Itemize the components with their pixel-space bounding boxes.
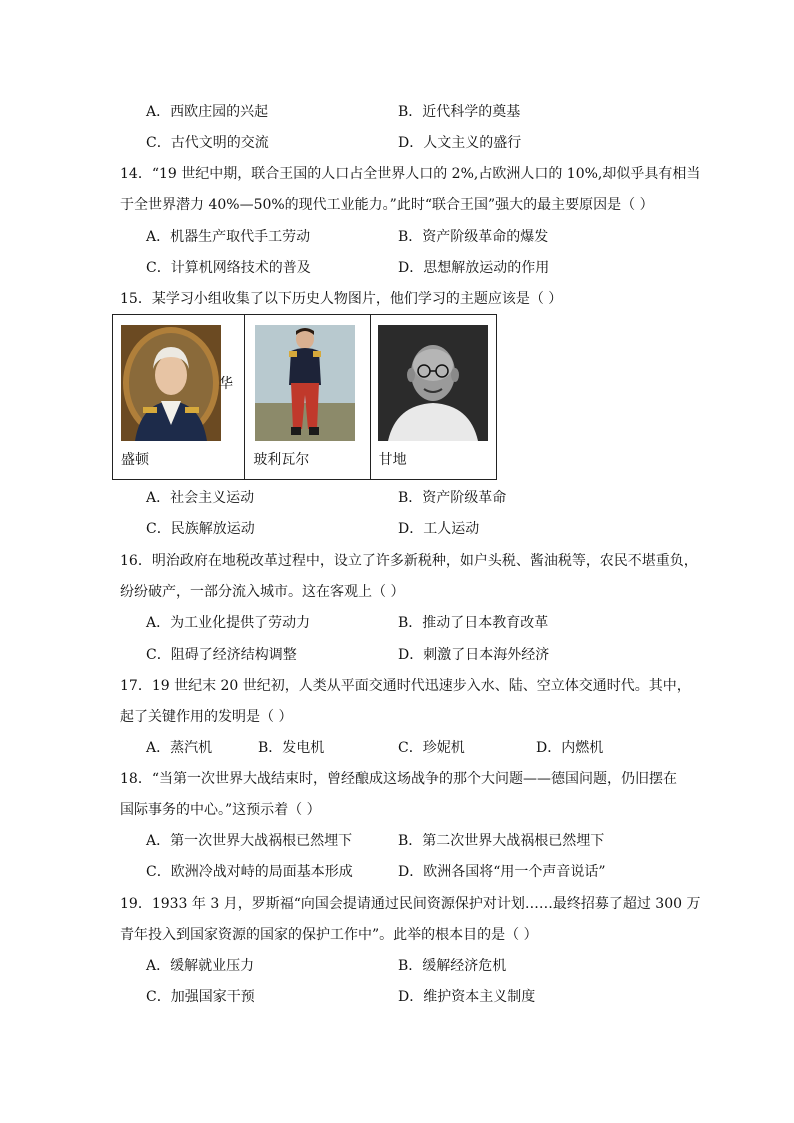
q17-option-b: B．发电机 [258, 740, 325, 756]
q15-option-a: A．社会主义运动 [146, 490, 255, 506]
q17-option-d: D．内燃机 [536, 740, 604, 756]
q16-option-d: D．刺激了日本海外经济 [398, 647, 550, 663]
q19-stem-line-2: 青年投入到国家资源的国家的保护工作中”。此举的根本目的是（ ） [120, 927, 538, 943]
q14-option-b: B．资产阶级革命的爆发 [398, 229, 549, 245]
q15-option-b: B．资产阶级革命 [398, 490, 507, 506]
q18-stem-line-1: 18．“当第一次世界大战结束时，曾经酿成这场战争的那个大问题——德国问题，仍旧摆在 [120, 771, 677, 787]
q16-stem-line-2: 纷纷破产，一部分流入城市。这在客观上（ ） [120, 584, 405, 600]
portrait-cell-bolivar [245, 315, 370, 479]
portrait-table [112, 314, 497, 480]
q13-option-b: B．近代科学的奠基 [398, 104, 521, 120]
q17-stem-line-1: 17．19 世纪末 20 世纪初，人类从平面交通时代迅速步入水、陆、空立体交通时代。其中， [120, 678, 691, 694]
q15-option-d: D．工人运动 [398, 521, 480, 537]
q14-option-a: A．机器生产取代手工劳动 [146, 229, 311, 245]
q19-option-b: B．缓解经济危机 [398, 958, 507, 974]
q16-stem-line-1: 16．明治政府在地税改革过程中，设立了许多新税种，如户头税、酱油税等，农民不堪重负， [120, 553, 698, 569]
q13-option-d: D．人文主义的盛行 [398, 135, 522, 151]
portrait-cell-washington [113, 315, 245, 479]
q13-option-a: A．西欧庄园的兴起 [146, 104, 269, 120]
q15-option-c: C．民族解放运动 [146, 521, 255, 537]
portrait-caption-bolivar: 玻利瓦尔 [253, 452, 310, 468]
q19-stem-line-1: 19．1933 年 3 月，罗斯福“向国会提请通过民间资源保护对计划……最终招募了超过 300 万 [120, 896, 701, 912]
q14-stem-line-1: 14．“19 世纪中期，联合王国的人口占全世界人口的 2%,占欧洲人口的 10%,却似乎具有相当 [120, 166, 701, 182]
q16-option-b: B．推动了日本教育改革 [398, 615, 549, 631]
q14-option-d: D．思想解放运动的作用 [398, 260, 550, 276]
q17-option-a: A．蒸汽机 [146, 740, 213, 756]
portrait-cell-gandhi [371, 315, 496, 479]
q15-stem-line-1: 15．某学习小组收集了以下历史人物图片，他们学习的主题应该是（ ） [120, 291, 563, 307]
q18-stem-line-2: 国际事务的中心。”这预示着（ ） [120, 802, 321, 818]
q16-option-c: C．阻碍了经济结构调整 [146, 647, 297, 663]
portrait-caption-washington: 盛顿 [121, 452, 149, 468]
q13-option-c: C．古代文明的交流 [146, 135, 269, 151]
q18-option-b: B．第二次世界大战祸根已然埋下 [398, 833, 605, 849]
q19-option-c: C．加强国家干预 [146, 989, 255, 1005]
q19-option-a: A．缓解就业压力 [146, 958, 255, 974]
q19-option-d: D．维护资本主义制度 [398, 989, 536, 1005]
q16-option-a: A．为工业化提供了劳动力 [146, 615, 311, 631]
q14-stem-line-2: 于全世界潜力 40%—50%的现代工业能力。”此时“联合王国”强大的最主要原因是（ ） [120, 197, 654, 213]
q18-option-d: D．欧洲各国将“用一个声音说话” [398, 864, 606, 880]
q17-stem-line-2: 起了关键作用的发明是（ ） [120, 709, 293, 725]
portrait-caption-gandhi: 甘地 [378, 452, 407, 468]
q17-option-c: C．珍妮机 [398, 740, 465, 756]
portrait-caption-overflow-char: 华 [219, 376, 233, 392]
q18-option-a: A．第一次世界大战祸根已然埋下 [146, 833, 353, 849]
q18-option-c: C．欧洲冷战对峙的局面基本形成 [146, 864, 353, 880]
q14-option-c: C．计算机网络技术的普及 [146, 260, 311, 276]
washington-portrait [121, 325, 221, 441]
gandhi-portrait [378, 325, 488, 441]
bolivar-portrait [255, 325, 355, 441]
